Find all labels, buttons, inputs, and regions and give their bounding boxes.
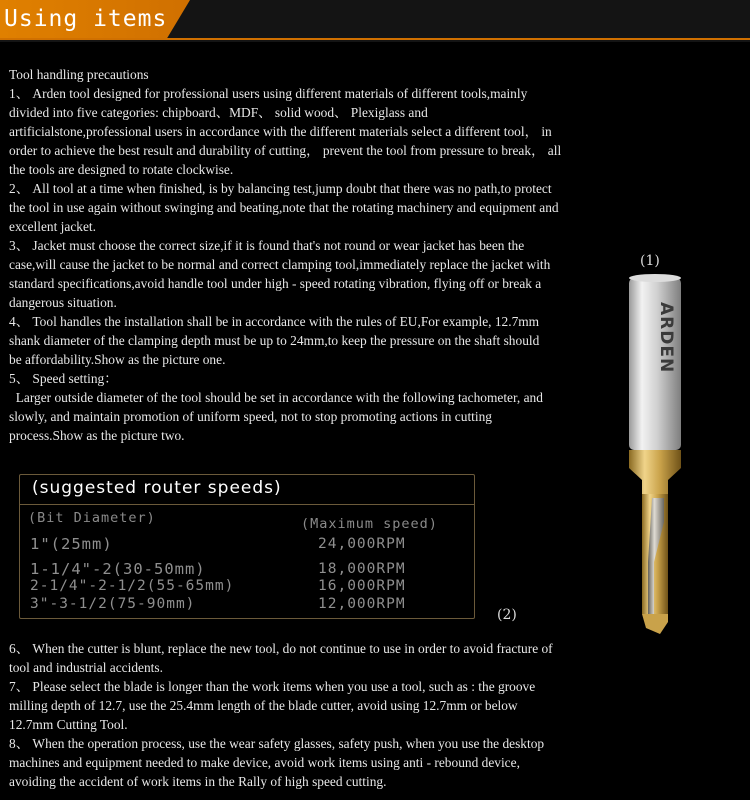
- text-line: Tool handling precautions: [9, 67, 149, 82]
- router-bit-image: [624, 272, 690, 638]
- max-speed-cell: 12,000RPM: [318, 596, 406, 612]
- text-line: 7、 Please select the blade is longer than the work items when you use a tool, such as : the groove: [9, 679, 536, 694]
- text-line: excellent jacket.: [9, 219, 96, 234]
- text-line: 12.7mm Cutting Tool.: [9, 717, 128, 732]
- header-divider: [0, 38, 750, 40]
- speeds-title-bar: [20, 475, 474, 505]
- text-line: machines and equipment needed to make device, avoid work items using anti - rebound device,: [9, 755, 520, 770]
- text-line: case,will cause the jacket to be normal and correct clamping tool,immediately replace the jacket with: [9, 257, 551, 272]
- page-title: Using items: [4, 6, 168, 32]
- precautions-text: [9, 65, 634, 445]
- text-line: shank diameter of the clamping depth must be up to 24mm,to keep the pressure on the shaft should: [9, 333, 540, 348]
- router-speeds-table: [19, 474, 475, 619]
- figure-label-two: (2): [497, 607, 517, 623]
- text-line: the tool in use again without swinging and beating,note that the rotating machinery and equipment and: [9, 200, 559, 215]
- text-line: order to achieve the best result and durability of cutting， prevent the tool from pressure to break， all: [9, 143, 562, 158]
- text-line: 3、 Jacket must choose the correct size,if it is found that's not round or wear jacket has been the: [9, 238, 525, 253]
- column-header-maximum-speed: (Maximum speed): [301, 516, 438, 532]
- section-header: [0, 0, 750, 42]
- text-line: avoiding the accident of work items in the Rally of high speed cutting.: [9, 774, 387, 789]
- bit-diameter-cell: 3"-3-1/2(75-90mm): [30, 596, 196, 612]
- text-line: 6、 When the cutter is blunt, replace the new tool, do not continue to use in order to avoid fracture of: [9, 641, 553, 656]
- bit-diameter-cell: 1-1/4"-2(30-50mm): [30, 560, 206, 578]
- max-speed-cell: 18,000RPM: [318, 561, 406, 577]
- text-line: divided into five categories: chipboard、MDF、 solid wood、 Plexiglass and: [9, 105, 428, 120]
- text-line: 8、 When the operation process, use the wear safety glasses, safety push, when you use the desktop: [9, 736, 545, 751]
- gold-collar: [629, 450, 681, 494]
- text-line: 1、 Arden tool designed for professional users using different materials of different tools,mainly: [9, 86, 528, 101]
- text-line: artificialstone,professional users in accordance with the different materials select a different tool， in: [9, 124, 552, 139]
- text-line: 5、 Speed setting：: [9, 371, 118, 386]
- bit-tip: [642, 614, 668, 634]
- text-line: Larger outside diameter of the tool should be set in accordance with the following tachometer, and: [9, 390, 543, 405]
- safety-text: [9, 639, 624, 791]
- text-line: milling depth of 12.7, use the 25.4mm length of the blade cutter, avoid using 12.7mm or below: [9, 698, 518, 713]
- text-line: 4、 Tool handles the installation shall be in accordance with the rules of EU,For example, 12.7mm: [9, 314, 540, 329]
- max-speed-cell: 24,000RPM: [318, 536, 406, 552]
- bit-diameter-cell: 2-1/4"-2-1/2(55-65mm): [30, 578, 235, 594]
- text-line: 2、 All tool at a time when finished, is by balancing test,jump doubt that there was no path,to protect: [9, 181, 552, 196]
- text-line: standard specifications,avoid handle tool under high - speed rotating vibration, flying off or break a: [9, 276, 542, 291]
- bit-brand-text: ARDEN: [656, 302, 676, 374]
- text-line: tool and industrial accidents.: [9, 660, 163, 675]
- text-line: process.Show as the picture two.: [9, 428, 185, 443]
- text-line: be affordability.Show as the picture one.: [9, 352, 226, 367]
- bit-diameter-cell: 1"(25mm): [30, 535, 113, 553]
- text-line: the tools are designed to rotate clockwise.: [9, 162, 234, 177]
- max-speed-cell: 16,000RPM: [318, 578, 406, 594]
- text-line: dangerous situation.: [9, 295, 117, 310]
- speeds-title: (suggested router speeds): [32, 478, 282, 498]
- text-line: slowly, and maintain promotion of uniform speed, not to stop promoting actions in cutting: [9, 409, 492, 424]
- column-header-bit-diameter: (Bit Diameter): [28, 510, 156, 526]
- figure-label-one: (1): [640, 253, 660, 269]
